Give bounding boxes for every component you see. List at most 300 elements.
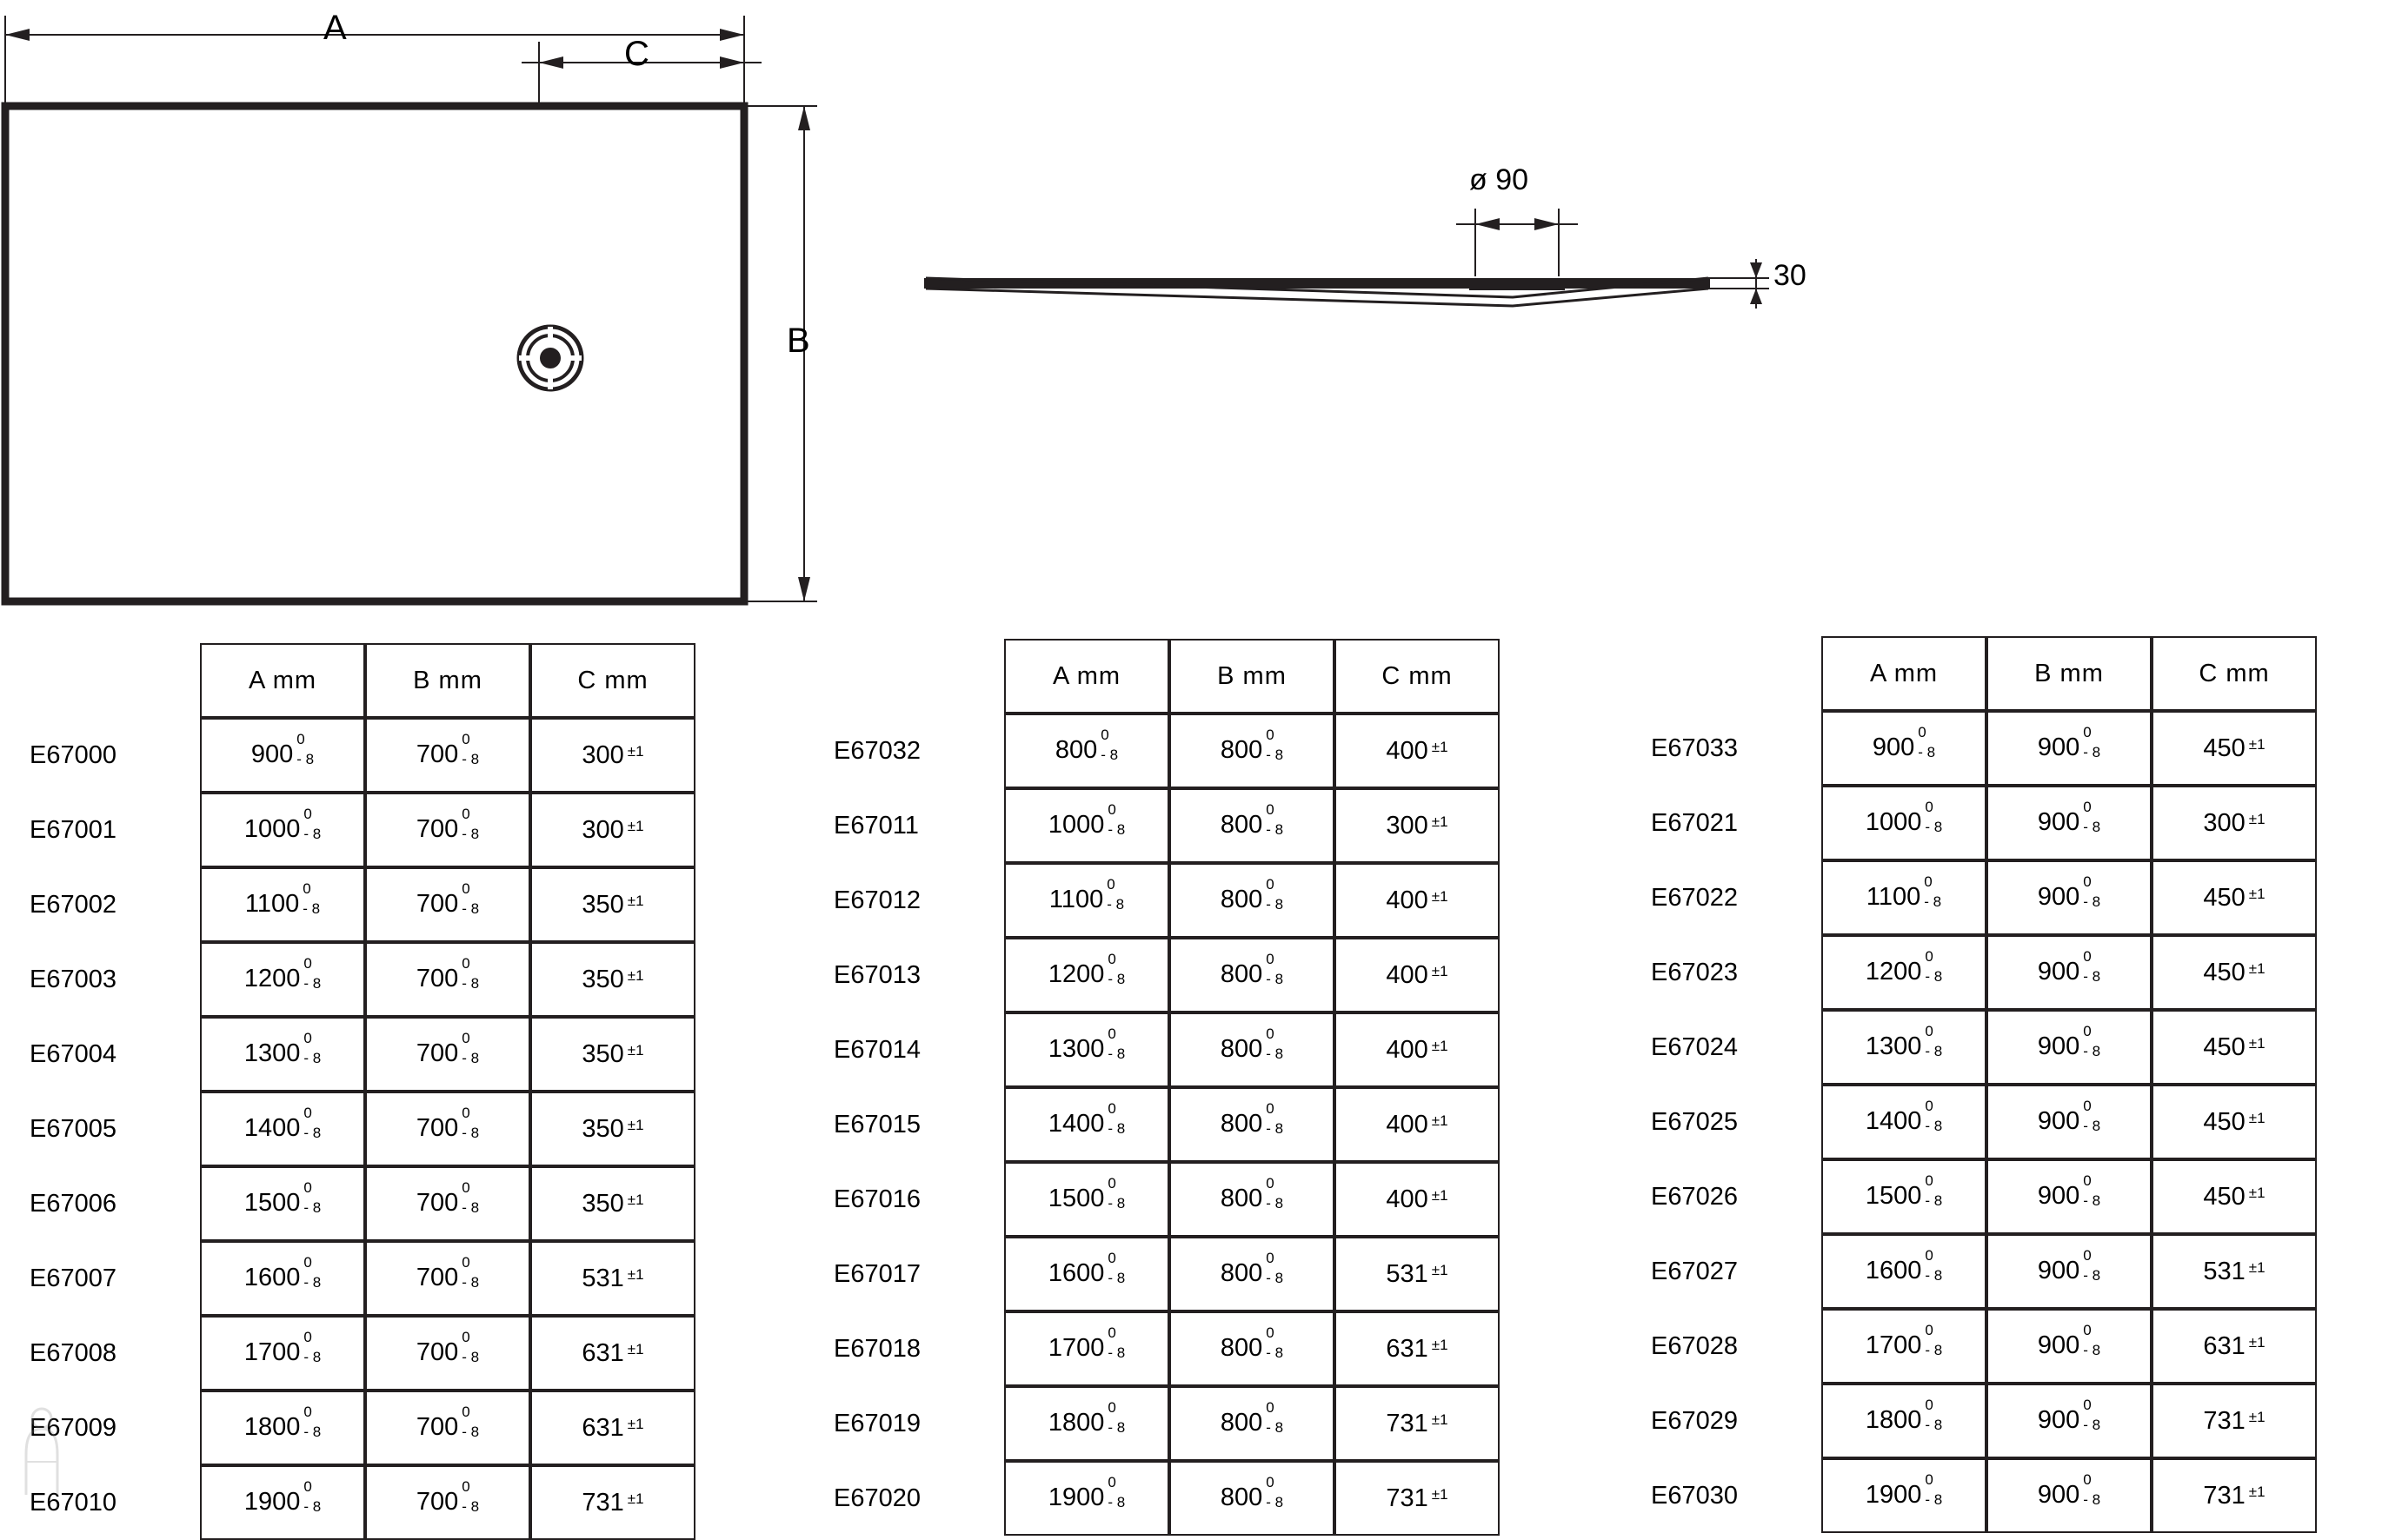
tolerance-pm: ±1 — [2248, 735, 2266, 753]
table-row[interactable] — [17, 867, 695, 942]
dimension-number: 1600 — [1048, 1258, 1105, 1287]
dimension-value — [1386, 961, 1447, 990]
dimension-number: 631 — [582, 1413, 624, 1442]
tolerance-stack — [2083, 724, 2101, 762]
tolerance-upper: 0 — [2083, 1247, 2092, 1265]
dimension-number: 400 — [1386, 1035, 1428, 1064]
tolerance-lower: - 8 — [1107, 896, 1125, 913]
tolerance-stack — [1266, 1100, 1284, 1138]
dimension-number: 900 — [2037, 1480, 2080, 1509]
dimension-number: 1100 — [244, 889, 300, 918]
dimension-value — [416, 1478, 480, 1517]
cell-b — [1169, 1087, 1334, 1162]
table-header-code — [822, 639, 1004, 714]
tolerance-pm: ±1 — [1431, 738, 1448, 755]
tolerance-upper: 0 — [1918, 724, 1926, 741]
tolerance-pm: ±1 — [2248, 1034, 2266, 1052]
tolerance-upper: 0 — [1925, 1322, 1933, 1339]
table-row[interactable] — [822, 1386, 1500, 1461]
cell-b — [1986, 1159, 2152, 1234]
table-row[interactable] — [822, 714, 1500, 788]
cell-a — [1004, 714, 1169, 788]
cell-a — [1821, 1010, 1986, 1085]
dimension-number: 450 — [2203, 1107, 2246, 1136]
product-code: E67028 — [1639, 1309, 1821, 1384]
cell-b — [365, 1316, 530, 1391]
tolerance-stack — [1101, 727, 1119, 765]
tolerance-upper: 0 — [462, 1030, 470, 1047]
tolerance-lower: - 8 — [303, 1274, 322, 1291]
tolerance-pm: ±1 — [2248, 1184, 2266, 1201]
tolerance-upper: 0 — [1101, 727, 1109, 744]
tolerance-stack — [462, 1329, 480, 1367]
dimension-number: 900 — [2037, 1331, 2080, 1359]
tolerance-stack — [1924, 873, 1942, 912]
tolerance-lower: - 8 — [1108, 1270, 1126, 1287]
cell-a — [200, 1092, 365, 1166]
product-code: E67009 — [17, 1391, 200, 1465]
tolerance-lower: - 8 — [1925, 1118, 1943, 1135]
table-row[interactable] — [1639, 1085, 2317, 1159]
cell-b — [1169, 1311, 1334, 1386]
dimension-value — [2037, 1172, 2101, 1211]
dimension-value — [1865, 1322, 1943, 1361]
dimension-value — [416, 731, 480, 770]
tolerance-pm: ±1 — [1431, 1037, 1448, 1054]
dimension-number: 1200 — [1865, 957, 1922, 986]
dimension-number: 350 — [582, 1189, 624, 1218]
dimension-number: 700 — [416, 1263, 459, 1291]
table-row[interactable] — [17, 793, 695, 867]
product-code: E67019 — [822, 1386, 1004, 1461]
cell-a — [1004, 788, 1169, 863]
table-row[interactable] — [17, 1316, 695, 1391]
tolerance-lower: - 8 — [2083, 1417, 2101, 1434]
table-row[interactable] — [1639, 1309, 2317, 1384]
table-header-row — [17, 643, 695, 718]
tolerance-stack — [2083, 1098, 2101, 1136]
cell-c — [530, 1017, 695, 1092]
dimension-value — [1220, 1324, 1284, 1364]
table-row[interactable] — [1639, 1010, 2317, 1085]
cell-b — [365, 1465, 530, 1540]
section-profile-icon — [926, 278, 1708, 306]
tolerance-stack — [2083, 1172, 2101, 1211]
product-code: E67026 — [1639, 1159, 1821, 1234]
cell-a — [1821, 860, 1986, 935]
dimension-value — [2203, 1258, 2265, 1286]
tolerance-lower: - 8 — [303, 1498, 322, 1516]
cell-a — [1004, 1162, 1169, 1237]
dimension-number: 800 — [1220, 1109, 1263, 1138]
dimension-value — [1048, 951, 1126, 990]
table-row[interactable] — [17, 1391, 695, 1465]
table-row[interactable] — [17, 718, 695, 793]
product-code: E67022 — [1639, 860, 1821, 935]
tolerance-lower: - 8 — [462, 1125, 480, 1142]
product-code: E67012 — [822, 863, 1004, 938]
dimension-number: 300 — [582, 815, 624, 844]
drawing-svg — [0, 0, 2402, 626]
table-header-row — [822, 639, 1500, 714]
tolerance-lower: - 8 — [2083, 1118, 2101, 1135]
dimension-value — [1220, 1175, 1284, 1214]
product-code: E67001 — [17, 793, 200, 867]
cell-b — [365, 1166, 530, 1241]
cell-c — [530, 1092, 695, 1166]
dimension-number: 731 — [2203, 1406, 2246, 1435]
tolerance-stack — [462, 955, 480, 993]
cell-c — [530, 1391, 695, 1465]
dimension-value — [416, 1179, 480, 1218]
dimension-label-diameter: ø 90 — [1469, 163, 1529, 196]
tolerance-stack — [2083, 799, 2101, 837]
cell-c — [1334, 1386, 1500, 1461]
tolerance-upper: 0 — [303, 1478, 312, 1496]
cell-c — [1334, 1237, 1500, 1311]
dimension-number: 1200 — [1048, 959, 1105, 988]
dimension-number: 800 — [1220, 885, 1263, 913]
dimension-number: 400 — [1386, 1185, 1428, 1213]
tolerance-lower: - 8 — [1108, 1195, 1126, 1212]
tolerance-stack — [1266, 1175, 1284, 1213]
table-header-c: C mm — [530, 643, 695, 718]
tolerance-stack — [1925, 1023, 1943, 1061]
tolerance-pm: ±1 — [1431, 887, 1448, 905]
dimension-value — [1386, 1260, 1447, 1289]
dimension-value — [250, 731, 315, 770]
tolerance-upper: 0 — [462, 1179, 470, 1197]
dimension-value — [1048, 876, 1125, 915]
tolerance-pm: ±1 — [627, 966, 644, 984]
tolerance-lower: - 8 — [1266, 821, 1284, 839]
dimension-number: 400 — [1386, 1110, 1428, 1138]
dimension-number: 700 — [416, 1188, 459, 1217]
table-row[interactable] — [17, 1465, 695, 1540]
cell-a — [200, 793, 365, 867]
cell-b — [1169, 714, 1334, 788]
product-code: E67008 — [17, 1316, 200, 1391]
dimension-value — [2203, 1108, 2265, 1137]
tolerance-stack — [303, 1329, 322, 1367]
cell-c — [2152, 1159, 2317, 1234]
tolerance-stack — [1266, 801, 1284, 840]
product-code: E67027 — [1639, 1234, 1821, 1309]
table-row[interactable] — [17, 942, 695, 1017]
dimension-number: 1100 — [1866, 882, 1921, 911]
tolerance-upper: 0 — [2083, 799, 2092, 816]
dimension-value — [1048, 1026, 1126, 1065]
dimension-value — [582, 1339, 643, 1368]
table-header-b: B mm — [1986, 636, 2152, 711]
tolerance-stack — [303, 1105, 322, 1143]
cell-c — [530, 718, 695, 793]
cell-b — [1169, 863, 1334, 938]
cell-c — [1334, 1162, 1500, 1237]
cell-a — [1821, 711, 1986, 786]
tolerance-stack — [1925, 1322, 1943, 1360]
cell-a — [1004, 1237, 1169, 1311]
tolerance-lower: - 8 — [462, 975, 480, 992]
dimension-number: 800 — [1220, 1483, 1263, 1511]
table-row[interactable] — [1639, 1458, 2317, 1533]
product-code: E67007 — [17, 1241, 200, 1316]
dimension-value — [1386, 1484, 1447, 1513]
dimension-value — [1220, 876, 1284, 915]
tolerance-pm: ±1 — [2248, 1483, 2266, 1500]
tolerance-upper: 0 — [1925, 1471, 1933, 1489]
tolerance-stack — [1108, 1474, 1126, 1512]
tolerance-pm: ±1 — [1431, 1485, 1448, 1503]
tolerance-stack — [2083, 1322, 2101, 1360]
dimension-number: 900 — [250, 740, 294, 768]
cell-a — [1004, 1311, 1169, 1386]
tolerance-pm: ±1 — [1431, 1336, 1448, 1353]
tolerance-pm: ±1 — [1431, 1186, 1448, 1204]
table-row[interactable] — [1639, 860, 2317, 935]
tolerance-stack — [1108, 1100, 1126, 1138]
dimension-number: 800 — [1220, 1034, 1263, 1063]
tolerance-stack — [1108, 1026, 1126, 1064]
tolerance-upper: 0 — [303, 955, 312, 972]
tolerance-upper: 0 — [462, 1404, 470, 1421]
product-code: E67032 — [822, 714, 1004, 788]
tolerance-upper: 0 — [462, 731, 470, 748]
dimension-number: 700 — [416, 814, 459, 843]
dimension-number: 531 — [2203, 1257, 2246, 1285]
tolerance-upper: 0 — [303, 1105, 312, 1122]
table-row[interactable] — [822, 1087, 1500, 1162]
cell-b — [365, 1241, 530, 1316]
dimension-value — [1220, 951, 1284, 990]
dimension-number: 800 — [1220, 1333, 1263, 1362]
cell-a — [1004, 1461, 1169, 1536]
cell-a — [200, 1241, 365, 1316]
tolerance-lower: - 8 — [462, 1199, 480, 1217]
dimension-value — [2203, 734, 2265, 763]
table-row[interactable] — [17, 1092, 695, 1166]
tolerance-upper: 0 — [1266, 801, 1274, 819]
table-header-a: A mm — [1821, 636, 1986, 711]
tolerance-stack — [462, 1179, 480, 1218]
tolerance-lower: - 8 — [462, 1274, 480, 1291]
table-row[interactable] — [822, 788, 1500, 863]
tolerance-lower: - 8 — [1266, 1120, 1284, 1138]
tolerance-pm: ±1 — [2248, 1109, 2266, 1126]
dimension-number: 700 — [416, 1412, 459, 1441]
product-code: E67000 — [17, 718, 200, 793]
dimension-value — [243, 1179, 322, 1218]
dimension-value — [2037, 1471, 2101, 1510]
tolerance-upper: 0 — [1108, 1324, 1116, 1342]
cell-a — [200, 1316, 365, 1391]
dimension-value — [582, 1040, 643, 1069]
dimension-number: 800 — [1220, 1258, 1263, 1287]
dimension-value — [2203, 959, 2265, 987]
cell-a — [200, 1465, 365, 1540]
product-code: E67029 — [1639, 1384, 1821, 1458]
dimension-value — [582, 891, 643, 919]
table-header-code — [17, 643, 200, 718]
cell-b — [1986, 711, 2152, 786]
table-row[interactable] — [822, 863, 1500, 938]
tolerance-upper: 0 — [2083, 1471, 2092, 1489]
dimension-number: 1900 — [1865, 1480, 1922, 1509]
table-row[interactable] — [17, 1166, 695, 1241]
tolerance-lower: - 8 — [303, 1050, 322, 1067]
cell-b — [1986, 935, 2152, 1010]
tolerance-upper: 0 — [2083, 1322, 2092, 1339]
product-code: E67021 — [1639, 786, 1821, 860]
dimension-value — [2037, 1322, 2101, 1361]
table-row[interactable] — [1639, 711, 2317, 786]
table-row[interactable] — [1639, 935, 2317, 1010]
product-code: E67005 — [17, 1092, 200, 1166]
dimension-value — [2037, 799, 2101, 838]
cell-c — [2152, 1010, 2317, 1085]
tolerance-pm: ±1 — [1431, 962, 1448, 979]
tolerance-upper: 0 — [462, 880, 470, 898]
tolerance-upper: 0 — [462, 806, 470, 823]
dimension-value — [1220, 727, 1284, 766]
table-row[interactable] — [822, 1311, 1500, 1386]
tolerance-stack — [303, 1030, 322, 1068]
tolerance-upper: 0 — [303, 1404, 312, 1421]
tolerance-pm: ±1 — [2248, 810, 2266, 827]
tolerance-stack — [303, 1179, 322, 1218]
tolerance-stack — [1266, 1324, 1284, 1363]
cell-b — [1986, 1085, 2152, 1159]
dimension-value — [416, 1030, 480, 1069]
dimension-value — [416, 1105, 480, 1144]
table-row[interactable] — [822, 1237, 1500, 1311]
tolerance-stack — [1925, 1247, 1943, 1285]
table-row[interactable] — [1639, 1234, 2317, 1309]
dimension-value — [1865, 1098, 1943, 1137]
product-code: E67015 — [822, 1087, 1004, 1162]
tolerance-upper: 0 — [1266, 951, 1274, 968]
dimension-number: 1400 — [1865, 1106, 1922, 1135]
table-row[interactable] — [17, 1241, 695, 1316]
dimension-number: 450 — [2203, 733, 2246, 762]
dimension-value — [2203, 1183, 2265, 1211]
dimension-number: 900 — [2037, 1256, 2080, 1284]
dimension-value — [1048, 801, 1126, 840]
dimension-number: 1100 — [1048, 885, 1104, 913]
tolerance-upper: 0 — [1924, 873, 1933, 891]
tolerance-stack — [462, 1105, 480, 1143]
tolerance-lower: - 8 — [1925, 1417, 1943, 1434]
dimension-number: 900 — [2037, 882, 2080, 911]
tolerance-lower: - 8 — [1266, 1494, 1284, 1511]
dimension-value — [1220, 801, 1284, 840]
tolerance-lower: - 8 — [1266, 1195, 1284, 1212]
table-row[interactable] — [17, 1017, 695, 1092]
tolerance-upper: 0 — [462, 1105, 470, 1122]
tolerance-upper: 0 — [303, 1254, 312, 1271]
dimension-value — [416, 1404, 480, 1443]
dimension-value — [2037, 1098, 2101, 1137]
table-row[interactable] — [822, 1162, 1500, 1237]
dimension-number: 1700 — [1048, 1333, 1105, 1362]
tolerance-upper: 0 — [1925, 1098, 1933, 1115]
tolerance-upper: 0 — [1107, 876, 1115, 893]
table-row[interactable] — [822, 938, 1500, 1012]
table-row[interactable] — [822, 1012, 1500, 1087]
tolerance-stack — [1918, 724, 1936, 762]
cell-c — [1334, 1311, 1500, 1386]
tolerance-upper: 0 — [1925, 948, 1933, 966]
cell-a — [200, 1017, 365, 1092]
tolerance-lower: - 8 — [303, 1199, 322, 1217]
tolerance-upper: 0 — [2083, 873, 2092, 891]
dimension-value — [1865, 1172, 1943, 1211]
dimension-value — [582, 741, 643, 770]
tolerance-pm: ±1 — [1431, 1411, 1448, 1428]
tolerance-lower: - 8 — [2083, 1043, 2101, 1060]
table-header-c: C mm — [1334, 639, 1500, 714]
table-header-b: B mm — [365, 643, 530, 718]
dimension-value — [1386, 1036, 1447, 1065]
table-row[interactable] — [822, 1461, 1500, 1536]
tolerance-lower: - 8 — [1918, 744, 1936, 761]
dimension-value — [1220, 1100, 1284, 1139]
cell-c — [1334, 863, 1500, 938]
product-code: E67023 — [1639, 935, 1821, 1010]
dimension-number: 631 — [2203, 1331, 2246, 1360]
dimension-value — [1220, 1399, 1284, 1438]
tolerance-upper: 0 — [1108, 1100, 1116, 1118]
tolerance-stack — [462, 806, 480, 844]
tolerance-upper: 0 — [1266, 727, 1274, 744]
cell-c — [1334, 938, 1500, 1012]
tolerance-lower: - 8 — [2083, 1267, 2101, 1284]
tolerance-upper: 0 — [2083, 1397, 2092, 1414]
tolerance-upper: 0 — [1266, 1175, 1274, 1192]
cell-c — [530, 793, 695, 867]
dimension-value — [582, 1115, 643, 1144]
tolerance-lower: - 8 — [303, 975, 322, 992]
tolerance-lower: - 8 — [303, 1424, 322, 1441]
dimension-number: 531 — [582, 1264, 624, 1292]
cell-a — [200, 1391, 365, 1465]
dimension-number: 700 — [416, 964, 459, 992]
dimension-value — [2203, 809, 2265, 838]
tolerance-lower: - 8 — [1108, 1494, 1126, 1511]
dimension-label-b: B — [787, 322, 810, 360]
product-code: E67004 — [17, 1017, 200, 1092]
table-header-code — [1639, 636, 1821, 711]
table-row[interactable] — [1639, 1384, 2317, 1458]
table-row[interactable] — [1639, 1159, 2317, 1234]
dimension-value — [416, 806, 480, 845]
cell-c — [2152, 1384, 2317, 1458]
tolerance-stack — [1925, 1098, 1943, 1136]
dimension-value — [416, 1254, 480, 1293]
tolerance-upper: 0 — [303, 1030, 312, 1047]
dimension-number: 531 — [1386, 1259, 1428, 1288]
dimension-number: 350 — [582, 890, 624, 919]
tolerance-lower: - 8 — [1925, 1192, 1943, 1210]
dimension-value — [582, 1414, 643, 1443]
tolerance-upper: 0 — [303, 880, 311, 898]
tolerance-pm: ±1 — [627, 1415, 644, 1432]
dimension-number: 1600 — [1865, 1256, 1922, 1284]
cell-a — [1004, 1012, 1169, 1087]
table-row[interactable] — [1639, 786, 2317, 860]
tolerance-lower: - 8 — [2083, 968, 2101, 986]
cell-a — [1004, 863, 1169, 938]
